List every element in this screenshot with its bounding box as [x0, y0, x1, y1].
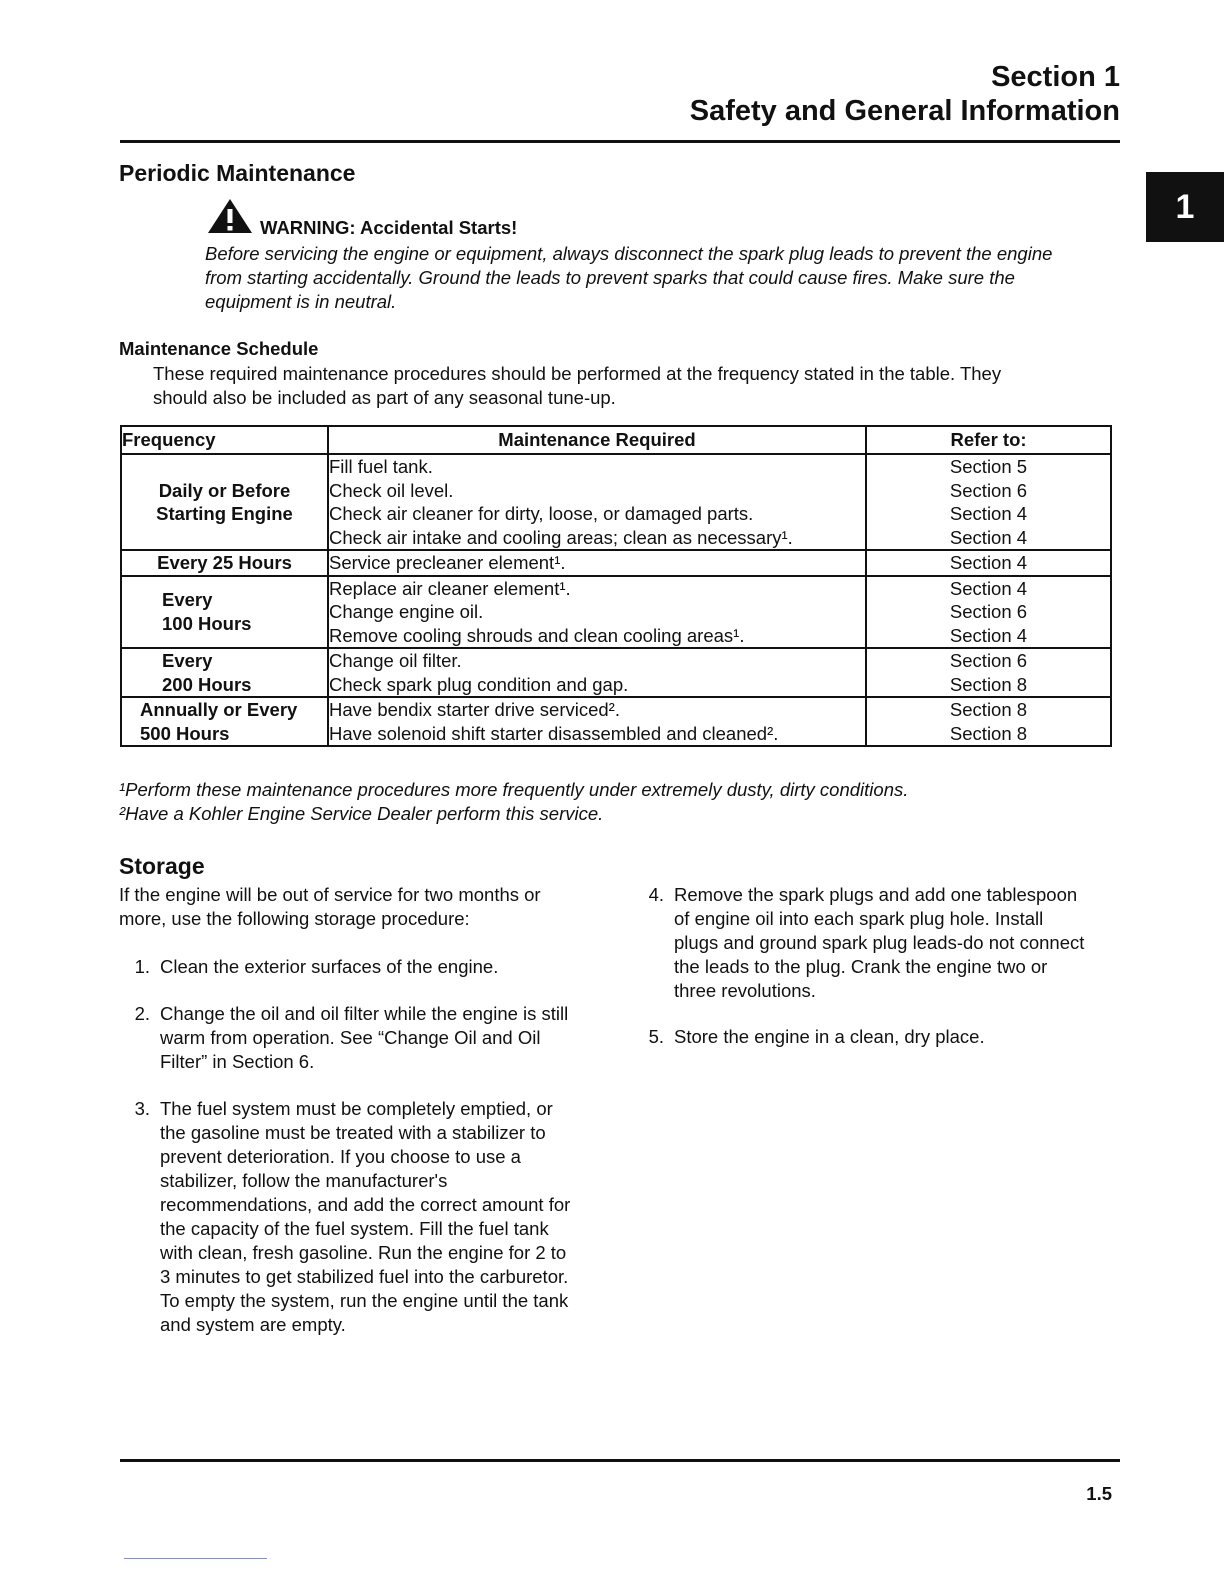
step-number: 5. — [648, 1026, 664, 1047]
step-line: three revolutions. — [674, 980, 816, 1001]
step-line: of engine oil into each spark plug hole. Install — [674, 908, 1044, 929]
section-ref: Section 4 — [949, 526, 1028, 548]
section-ref: Section 5 — [949, 456, 1028, 477]
step-number: 2. — [134, 1003, 150, 1024]
task: Check oil level. — [329, 479, 454, 501]
storage-intro-line: more, use the following storage procedure: — [119, 908, 470, 929]
frequency-line: 500 Hours — [140, 722, 230, 744]
maintenance-cell — [328, 576, 866, 649]
step-text — [674, 1025, 985, 1049]
section-header — [690, 60, 1120, 128]
step-line: plugs and ground spark plug leads-do not connect — [674, 932, 1085, 953]
maintenance-schedule-heading: Maintenance Schedule — [119, 338, 319, 359]
frequency-line: Every — [162, 650, 213, 671]
step-line: stabilizer, follow the manufacturer's — [160, 1170, 448, 1191]
page-number: 1.5 — [1086, 1483, 1112, 1504]
section-ref: Section 4 — [949, 503, 1028, 524]
frequency-cell — [121, 550, 328, 576]
warning-line: from starting accidentally. Ground the leads to prevent sparks that could cause fires. Make sure the — [205, 267, 1015, 288]
footer-rule — [120, 1459, 1120, 1462]
header-rule — [120, 140, 1120, 143]
task: Check air intake and cooling areas; clean as necessary¹. — [329, 526, 793, 548]
section-ref: Section 4 — [949, 577, 1028, 599]
section-ref: Section 6 — [949, 479, 1028, 501]
task: Check air cleaner for dirty, loose, or damaged parts. — [329, 503, 754, 524]
section-number: Section 1 — [991, 61, 1120, 93]
maintenance-cell — [328, 648, 866, 697]
maintenance-schedule-table — [120, 425, 1112, 747]
step-number: 3. — [134, 1098, 150, 1119]
step-line: recommendations, and add the correct amount for — [160, 1194, 571, 1215]
step-line: Remove the spark plugs and add one tablespoon — [674, 884, 1078, 905]
column-header-frequency: Frequency — [121, 426, 328, 454]
step-line: the capacity of the fuel system. Fill the fuel tank — [160, 1218, 549, 1239]
table-row — [121, 648, 1111, 697]
warning-icon — [206, 198, 254, 234]
section-tab-marker: 1 — [1146, 172, 1224, 242]
refer-to-cell — [866, 648, 1111, 697]
task: Fill fuel tank. — [329, 456, 433, 477]
warning-text — [205, 242, 1120, 314]
refer-to-cell — [866, 576, 1111, 649]
schedule-intro-line: These required maintenance procedures should be performed at the frequency stated in the table. They — [153, 363, 1002, 384]
schedule-intro — [153, 362, 1113, 410]
task: Have solenoid shift starter disassembled and cleaned². — [329, 722, 779, 744]
frequency-cell — [121, 576, 328, 649]
frequency-cell — [121, 454, 328, 550]
task: Have bendix starter drive serviced². — [329, 699, 620, 720]
step-line: To empty the system, run the engine until the tank — [160, 1290, 569, 1311]
refer-to-cell — [866, 697, 1111, 746]
warning-line: equipment is in neutral. — [205, 291, 397, 312]
frequency-cell — [121, 648, 328, 697]
footnote: ¹Perform these maintenance procedures more frequently under extremely dusty, dirty conditions. — [119, 779, 909, 800]
task: Check spark plug condition and gap. — [329, 673, 629, 695]
refer-to-cell — [866, 454, 1111, 550]
step-text — [160, 1097, 570, 1337]
warning-line: Before servicing the engine or equipment, always disconnect the spark plug leads to prevent the engine — [205, 243, 1053, 264]
section-ref: Section 8 — [949, 699, 1028, 720]
table-row — [121, 697, 1111, 746]
frequency-line: Daily or Before — [158, 479, 291, 501]
warning-title: WARNING: Accidental Starts! — [260, 217, 518, 238]
step-line: with clean, fresh gasoline. Run the engine for 2 to — [160, 1242, 567, 1263]
frequency-line: Every — [162, 589, 213, 611]
footnote: ²Have a Kohler Engine Service Dealer perform this service. — [119, 803, 604, 824]
step-text — [674, 883, 1084, 1003]
step-text — [160, 1002, 568, 1074]
step-line: warm from operation. See “Change Oil and Oil — [160, 1027, 541, 1048]
step-line: the gasoline must be treated with a stabilizer to — [160, 1122, 546, 1143]
table-row — [121, 576, 1111, 649]
step-line: prevent deterioration. If you choose to use a — [160, 1146, 521, 1167]
section-title: Safety and General Information — [689, 95, 1120, 127]
column-header-refer-to: Refer to: — [866, 426, 1111, 454]
table-row — [121, 550, 1111, 576]
step-line: Change the oil and oil filter while the engine is still — [160, 1003, 569, 1024]
step-line: Store the engine in a clean, dry place. — [674, 1026, 985, 1047]
task: Change oil filter. — [329, 650, 462, 671]
section-ref: Section 4 — [949, 552, 1028, 573]
task: Change engine oil. — [329, 601, 484, 622]
frequency-cell — [121, 697, 328, 746]
schedule-intro-line: should also be included as part of any seasonal tune-up. — [153, 387, 616, 408]
frequency-line: Annually or Every — [140, 699, 298, 720]
frequency-line: Starting Engine — [156, 503, 293, 524]
periodic-maintenance-heading: Periodic Maintenance — [119, 160, 356, 186]
table-header-row — [121, 426, 1111, 454]
step-line: Clean the exterior surfaces of the engine. — [160, 956, 499, 977]
step-number: 4. — [648, 884, 664, 905]
table-row — [121, 454, 1111, 550]
task: Replace air cleaner element¹. — [329, 577, 571, 599]
scan-artifact-line — [124, 1558, 267, 1559]
step-line: The fuel system must be completely emptied, or — [160, 1098, 553, 1119]
step-line: 3 minutes to get stabilized fuel into the carburetor. — [160, 1266, 569, 1287]
maintenance-cell — [328, 454, 866, 550]
storage-intro — [119, 883, 609, 931]
task: Remove cooling shrouds and clean cooling areas¹. — [329, 624, 745, 646]
frequency-line: 100 Hours — [162, 612, 252, 634]
section-ref: Section 6 — [949, 650, 1028, 671]
step-number: 1. — [134, 956, 150, 977]
step-line: Filter” in Section 6. — [160, 1051, 315, 1072]
task: Service precleaner element¹. — [329, 552, 566, 573]
step-line: the leads to the plug. Crank the engine two or — [674, 956, 1048, 977]
storage-intro-line: If the engine will be out of service for two months or — [119, 884, 541, 905]
column-header-maintenance: Maintenance Required — [328, 426, 866, 454]
table-footnotes — [119, 778, 908, 826]
section-ref: Section 8 — [949, 673, 1028, 695]
section-ref: Section 8 — [949, 722, 1028, 744]
section-ref: Section 4 — [949, 624, 1028, 646]
maintenance-cell — [328, 697, 866, 746]
step-line: and system are empty. — [160, 1314, 346, 1335]
section-ref: Section 6 — [949, 601, 1028, 622]
frequency-line: Every 25 Hours — [157, 552, 292, 573]
frequency-line: 200 Hours — [162, 673, 252, 695]
refer-to-cell — [866, 550, 1111, 576]
maintenance-cell — [328, 550, 866, 576]
step-text — [160, 955, 498, 979]
storage-heading: Storage — [119, 853, 205, 879]
